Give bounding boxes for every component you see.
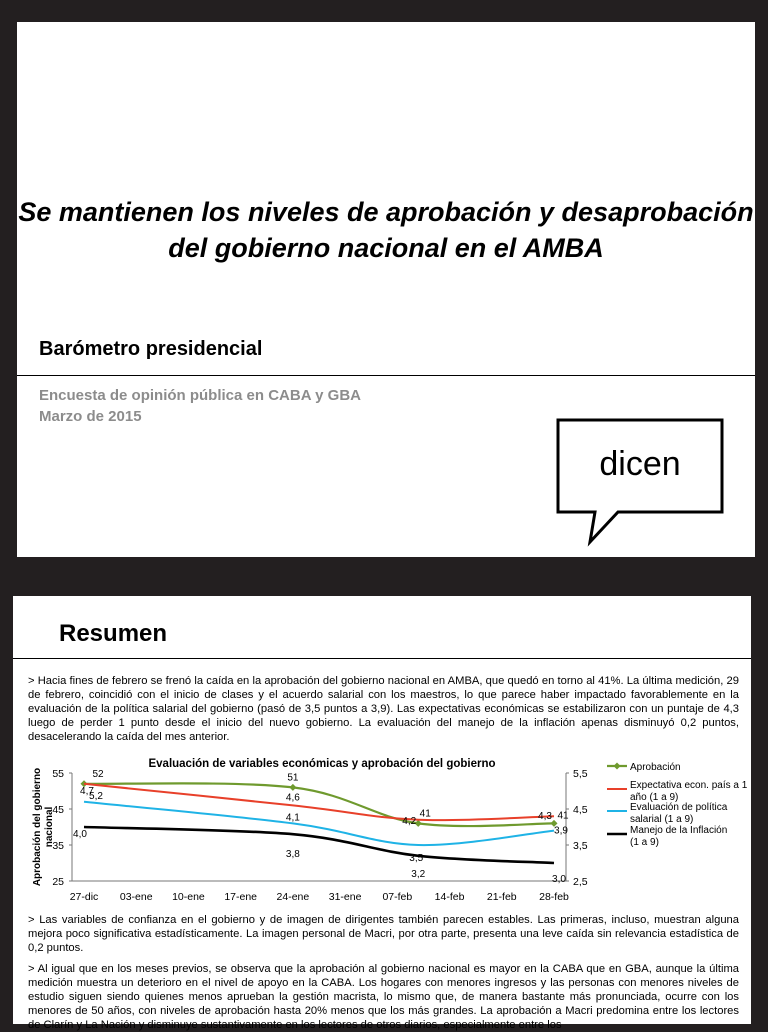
slide-subtitle: Barómetro presidencial	[39, 338, 263, 360]
data-label: 4,0	[73, 829, 87, 840]
data-label: 41	[419, 808, 431, 820]
data-label: 4,2	[402, 815, 417, 827]
y-tick-label-right: 2,5	[573, 876, 588, 888]
series-line	[84, 827, 554, 863]
legend-label: Aprobación	[630, 762, 681, 773]
survey-info	[39, 385, 361, 427]
x-tick-label: 24-ene	[276, 891, 310, 903]
x-tick-label: 28-feb	[539, 891, 569, 903]
divider	[17, 375, 755, 376]
survey-description: Encuesta de opinión pública en CABA y GBA	[39, 387, 361, 404]
y-tick-label-left: 45	[52, 804, 64, 816]
summary-slide	[13, 596, 751, 1031]
x-tick-label: 31-ene	[328, 891, 362, 903]
x-tick-label: 07-feb	[382, 891, 413, 903]
y-tick-label-right: 5,5	[573, 768, 588, 780]
line-chart	[29, 753, 751, 913]
y-tick-label-left: 35	[52, 840, 64, 852]
data-label: 4,3	[538, 811, 552, 823]
y-tick-label-right: 3,5	[573, 840, 588, 852]
data-label: 3,9	[554, 825, 568, 837]
data-label: 3,2	[411, 868, 426, 880]
y-tick-label-right: 4,5	[573, 804, 588, 816]
data-label: 3,8	[285, 849, 300, 861]
data-label: 51	[287, 772, 299, 784]
y-axis-title: Aprobación del gobiernonacional	[32, 767, 55, 887]
summary-heading: Resumen	[59, 620, 168, 647]
summary-paragraph: > Hacia fines de febrero se frenó la caída en la aprobación del gobierno nacional en AMBA, que quedó en torno al 41%. La última medición, 29 de febrero, coincidió con el inicio de clases y el acuerdo salarial con los maestros, lo que parece haber impactado favorablemente en la evaluación de la política salarial del gobierno (pasó de 3,5 puntos a 3,9). Las expectativas económicas se estabilizaron con un puntaje de 4,3 luego de perder 1 punto desde el inicio del nuevo gobierno. La evaluación del manejo de la inflación apenas disminuyó 0,2 puntos, desacelerando la caída del mes anterior.	[28, 675, 739, 743]
x-tick-label: 21-feb	[486, 891, 517, 903]
divider	[13, 658, 751, 659]
x-tick-label: 27-dic	[69, 891, 99, 903]
x-tick-label: 10-ene	[172, 891, 205, 903]
data-point	[289, 784, 296, 791]
slide-title: Se mantienen los niveles de aprobación y desaprobación del gobierno nacional en el AMBA	[18, 197, 754, 263]
title-slide	[17, 22, 755, 557]
legend-label: Manejo de la Inflación (1 a 9)	[630, 825, 728, 848]
data-label: 52	[92, 768, 104, 780]
y-tick-label-left: 25	[52, 876, 64, 888]
legend-marker	[614, 763, 621, 770]
dicen-logo	[555, 417, 725, 547]
legend-label: Expectativa econ. país a 1 año (1 a 9)	[630, 780, 748, 803]
survey-date: Marzo de 2015	[39, 408, 142, 425]
y-tick-label-left: 55	[52, 768, 64, 780]
data-label: 4,1	[285, 812, 300, 824]
logo-text: dicen	[599, 445, 681, 483]
legend-label: Evaluación de política salarial (1 a 9)	[630, 802, 728, 825]
data-label: 3,0	[552, 874, 566, 885]
data-label: 3,5	[409, 853, 424, 864]
x-tick-label: 03-ene	[119, 891, 153, 903]
data-label: 4,7	[80, 785, 94, 797]
summary-paragraph: > Al igual que en los meses previos, se observa que la aprobación al gobierno nacional es mayor en la CABA que en GBA, aunque la última medición muestra un deterioro en el nivel de apoyo en la CABA. Los hogares con menores ingresos y las personas con menores niveles de estudio siguen siendo quienes menos aprueban la gestión macrista, lo mismo que, de manera bastante más pronunciada, ocurre con los menores de 50 años, con niveles de aprobación hasta 20% menos que los más grandes. La aprobación a Macri predomina entre los lectores de Clarín y La Nación y disminuye sustantivamente en los lectores de otros diarios, especialmente entre los	[28, 963, 739, 1031]
data-label: 41	[557, 810, 569, 822]
data-label: 5,2	[89, 790, 103, 802]
data-label: 4,6	[285, 792, 300, 804]
x-tick-label: 14-feb	[434, 891, 465, 903]
x-tick-label: 17-ene	[224, 891, 258, 903]
chart-title: Evaluación de variables económicas y aprobación del gobierno	[148, 758, 496, 770]
summary-paragraph: > Las variables de confianza en el gobierno y de imagen de dirigentes también parecen estables. Las primeras, incluso, muestran alguna mejora poco significativa estadísticamente. La imagen personal de Macri, por otra parte, presenta una leve caída sin relevancia estadística de 0,2 puntos.	[28, 914, 739, 954]
